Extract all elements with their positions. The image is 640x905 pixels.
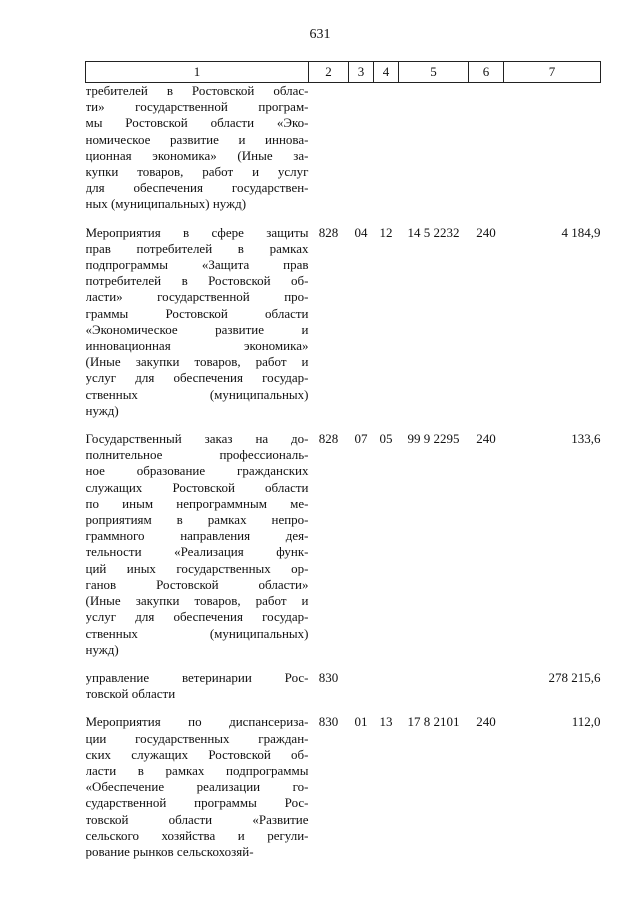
column-header: 2 [309,62,349,83]
description-line: ное образование гражданских [85,463,309,479]
description-line: потребителей в Ростовской об- [85,273,309,289]
table-row [86,419,601,658]
description-line: нужд) [85,641,119,657]
column-header: 6 [469,62,504,83]
column-header: 4 [374,62,399,83]
description-line: служащих Ростовской области [85,479,309,495]
target-article-code [399,658,469,702]
page-number: 631 [309,27,331,42]
amount: 133,6 [571,431,601,447]
description-line: ласти в рамках подпрограммы [85,762,309,778]
description-line: ных (муниципальных) нужд) [85,196,247,212]
description-line: ции государственных граждан- [85,730,309,746]
section-code: 07 [354,431,368,447]
target-article-code: 99 9 2295 [407,431,460,447]
row-description [86,419,309,658]
description-line: рование рынков сельскохозяй- [85,843,254,859]
description-line: прав потребителей в рамках [85,240,309,256]
description-line: ственных (муниципальных) [85,386,309,402]
target-article-code [399,83,469,213]
amount [504,83,601,213]
table-row [86,702,601,860]
description-line: (Иные закупки товаров, работ и [85,593,309,609]
budget-table [85,61,601,860]
description-line: услуг для обеспечения государ- [85,609,309,625]
description-line: ских служащих Ростовской об- [85,746,309,762]
description-line: полнительное профессиональ- [85,447,309,463]
expense-type-code [469,83,504,213]
description-line: сударственной программы Рос- [85,795,309,811]
description-line: (Иные закупки товаров, работ и [85,354,309,370]
description-line: Мероприятия в сфере защиты [85,224,309,240]
ministry-code [309,83,349,213]
description-line: номическое развитие и иннова- [85,131,309,147]
description-line: ти» государственной програм- [85,99,309,115]
column-number-row [86,62,601,83]
subsection-code [374,83,399,213]
description-line: ционная экономика» (Иные за- [85,147,309,163]
description-line: требителей в Ростовской облас- [85,83,309,98]
section-code: 01 [354,714,368,730]
description-line: тельности «Реализация функ- [85,544,309,560]
target-article-code: 17 8 2101 [407,714,460,730]
column-header: 3 [349,62,374,83]
description-line: ганов Ростовской области» [85,576,309,592]
description-line: мы Ростовской области «Эко- [85,115,309,131]
subsection-code: 12 [379,224,393,240]
description-line: «Обеспечение реализации го- [85,779,309,795]
row-description [86,702,309,860]
subsection-code: 13 [379,714,393,730]
row-description [86,83,309,213]
table-row [86,83,601,213]
description-line: для обеспечения государствен- [85,180,309,196]
column-header: 1 [86,62,309,83]
ministry-code: 830 [318,669,339,685]
ministry-code: 828 [318,431,339,447]
expense-type-code: 240 [476,714,496,730]
description-line: товской области [85,686,176,702]
expense-type-code [469,658,504,702]
target-article-code: 14 5 2232 [407,224,460,240]
expense-type-code: 240 [476,431,496,447]
description-line: по иным непрограммным ме- [85,495,309,511]
description-line: Мероприятия по диспансериза- [85,714,309,730]
description-line: граммы Ростовской области [85,305,309,321]
table-row [86,658,601,702]
subsection-code: 05 [379,431,393,447]
description-line: управление ветеринарии Рос- [85,669,309,685]
description-line: ций иных государственных ор- [85,560,309,576]
section-code [349,83,374,213]
amount: 4 184,9 [561,224,601,240]
description-line: товской области «Развитие [85,811,309,827]
description-line: граммного направления дея- [85,528,309,544]
section-code [349,658,374,702]
ministry-code: 830 [318,714,339,730]
description-line: купки товаров, работ и услуг [85,164,309,180]
column-header: 5 [399,62,469,83]
description-line: сельского хозяйства и регули- [85,827,309,843]
subsection-code [374,658,399,702]
description-line: нужд) [85,402,119,418]
description-line: подпрограммы «Защита прав [85,257,309,273]
description-line: роприятиям в рамках непро- [85,512,309,528]
row-description [86,658,309,702]
description-line: ственных (муниципальных) [85,625,309,641]
column-header: 7 [504,62,601,83]
ministry-code: 828 [318,224,339,240]
amount: 278 215,6 [548,669,601,685]
section-code: 04 [354,224,368,240]
description-line: услуг для обеспечения государ- [85,370,309,386]
description-line: ласти» государственной про- [85,289,309,305]
description-line: Государственный заказ на до- [85,431,309,447]
expense-type-code: 240 [476,224,496,240]
row-description [86,213,309,419]
description-line: «Экономическое развитие и [85,321,309,337]
table-row [86,213,601,419]
amount: 112,0 [571,714,601,730]
description-line: инновационная экономика» [85,338,309,354]
